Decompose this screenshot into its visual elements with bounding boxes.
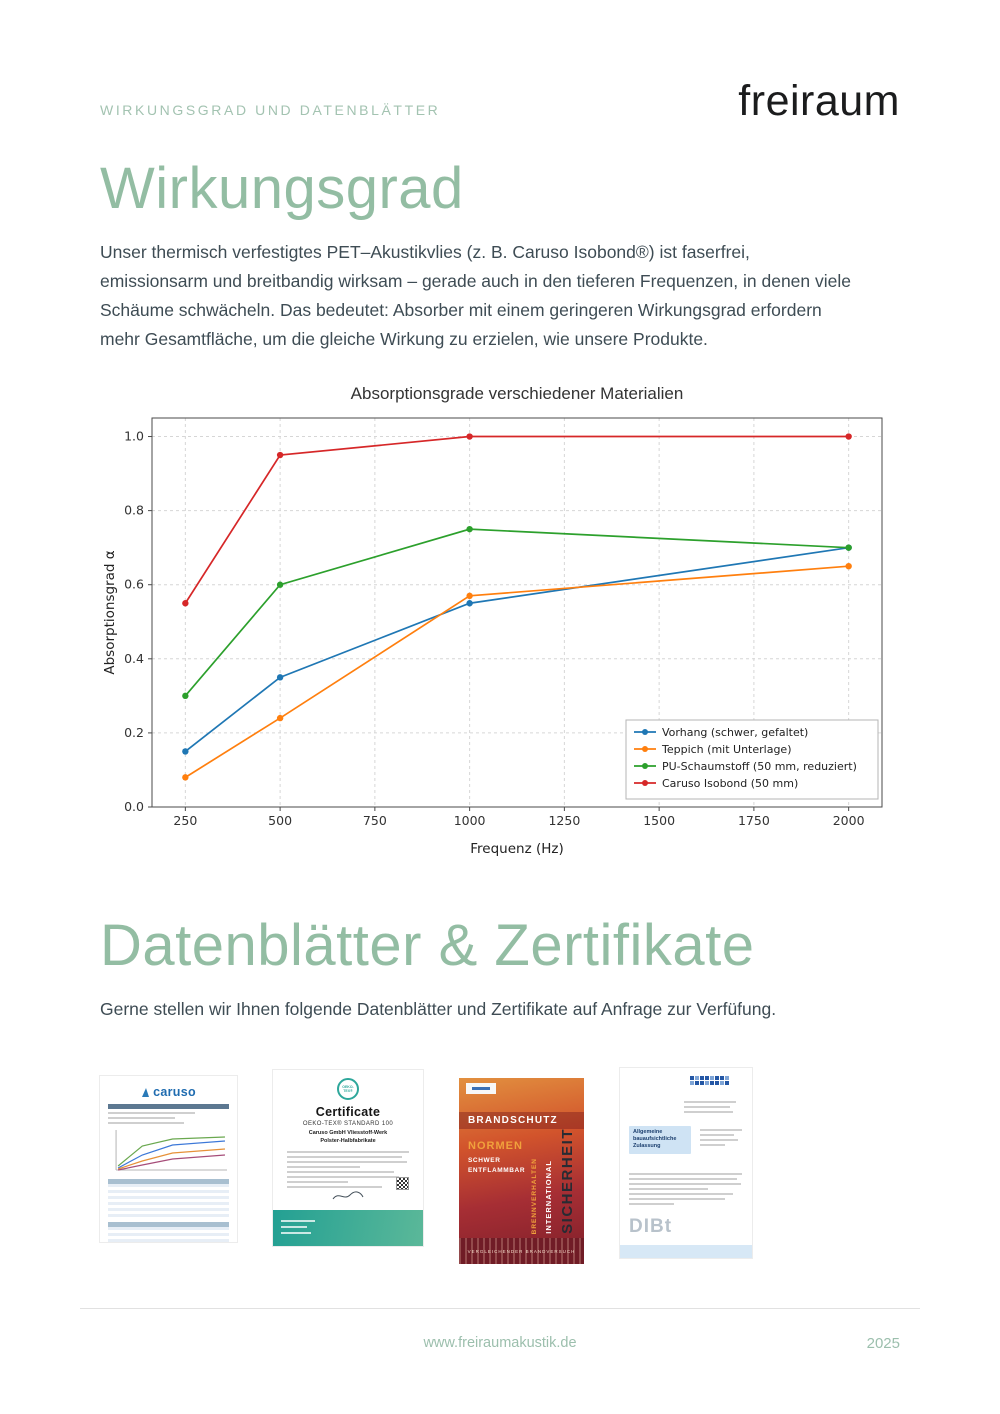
svg-text:1000: 1000 [453, 813, 486, 829]
dibt-body-lines [629, 1170, 742, 1208]
brandschutz-vertical-text [531, 1128, 576, 1234]
caruso-table [108, 1184, 229, 1218]
brandschutz-entflammbar: ENTFLAMMBAR [468, 1166, 526, 1174]
oekotex-title: Certificate [315, 1105, 381, 1120]
oekotex-subtitle: OEKO-TEX® STANDARD 100 [302, 1121, 394, 1128]
oekotex-logo [337, 1078, 359, 1100]
svg-text:250: 250 [173, 813, 198, 829]
signature-icon [331, 1190, 365, 1202]
chart-canvas [100, 410, 900, 865]
svg-text:500: 500 [268, 813, 293, 829]
wirkungsgrad-title: Wirkungsgrad [100, 156, 464, 222]
svg-text:0.2: 0.2 [124, 725, 144, 741]
oekotex-logo-text: OEKO-TEX® [342, 1085, 354, 1094]
svg-text:0.8: 0.8 [124, 502, 144, 518]
oekotex-holder: Caruso GmbH Vliesstoff-Werk Polster-Halbfabrikate [308, 1130, 388, 1144]
svg-text:0.6: 0.6 [124, 576, 144, 592]
thumbnail-brandschutz-cover [459, 1078, 584, 1264]
dibt-watermark: DIBt [629, 1216, 673, 1238]
svg-text:Absorptionsgrad α: Absorptionsgrad α [102, 550, 118, 675]
svg-text:1500: 1500 [643, 813, 676, 829]
caruso-sail-icon [141, 1087, 150, 1098]
dibt-approval-box: Allgemeine bauaufsichtliche Zulassung [629, 1126, 691, 1153]
certificate-thumbnails [100, 1068, 900, 1264]
oekotex-footer-band [273, 1210, 423, 1246]
brandschutz-brennverhalten: BRENNVERHALTEN [531, 1157, 538, 1235]
footer-row [80, 1335, 920, 1355]
svg-text:1750: 1750 [737, 813, 770, 829]
datenblaetter-title: Datenblätter & Zertifikate [100, 913, 755, 979]
footer-year: 2025 [866, 1335, 900, 1352]
brandschutz-schwer: SCHWER [468, 1157, 501, 1165]
thumbnail-oekotex-certificate [273, 1070, 423, 1246]
brandschutz-strip: VERGLEICHENDER BRANDVERSUCH [459, 1238, 584, 1264]
qr-code [396, 1177, 409, 1190]
brandschutz-normen: NORMEN [468, 1140, 523, 1153]
dibt-logo-icon [690, 1076, 736, 1085]
footer-divider [80, 1308, 920, 1309]
svg-text:Teppich (mit Unterlage): Teppich (mit Unterlage) [662, 743, 792, 757]
absorption-chart [100, 384, 900, 870]
publisher-chip [466, 1083, 496, 1094]
svg-text:1.0: 1.0 [124, 428, 144, 444]
dibt-address-lines [684, 1098, 736, 1116]
caruso-brand: caruso [153, 1085, 196, 1100]
svg-text:2000: 2000 [832, 813, 865, 829]
svg-text:1250: 1250 [548, 813, 581, 829]
caruso-mini-chart [108, 1128, 229, 1174]
svg-text:0.0: 0.0 [124, 799, 144, 815]
page-footer [80, 1308, 920, 1355]
brandschutz-international: INTERNATIONAL [544, 1160, 553, 1235]
svg-text:Vorhang (schwer, gefaltet): Vorhang (schwer, gefaltet) [662, 726, 809, 740]
svg-text:PU-Schaumstoff (50 mm, reduzie: PU-Schaumstoff (50 mm, reduziert) [662, 760, 857, 774]
freiraum-logo: freiraum [738, 77, 900, 125]
svg-text:Frequenz (Hz): Frequenz (Hz) [470, 841, 564, 858]
datenblaetter-paragraph: Gerne stellen wir Ihnen folgende Datenblätter und Zertifikate auf Anfrage zur Verfüfung. [100, 999, 777, 1020]
wirkungsgrad-paragraph: Unser thermisch verfestigtes PET–Akustikvlies (z. B. Caruso Isobond®) ist faserfrei, emissionsarm und breitbandig wirksam – gerade auch in den tieferen Frequenzen, in denen viele Schäume schwächeln. Das bedeutet: Absorber mit einem geringeren Wirkungsgrad erfordern mehr Gesamtfläche, um die gleiche Wirkung zu erzielen, wie unsere Produkte. [100, 242, 851, 350]
footer-url[interactable]: www.freiraumakustik.de [423, 1335, 577, 1351]
thumbnail-caruso-datasheet [100, 1076, 237, 1242]
page-header [100, 0, 900, 125]
dibt-footer-band [620, 1245, 752, 1258]
dibt-right-lines [700, 1126, 742, 1149]
brandschutz-title: BRANDSCHUTZ [459, 1112, 584, 1129]
caruso-meta-lines [108, 1112, 229, 1124]
caruso-logo [108, 1085, 229, 1099]
svg-text:0.4: 0.4 [124, 650, 144, 666]
caruso-sheet-titlebar [108, 1104, 229, 1109]
svg-text:750: 750 [362, 813, 387, 829]
thumbnail-dibt-zulassung [620, 1068, 752, 1258]
brandschutz-sicherheit: SICHERHEIT [559, 1128, 576, 1235]
brandschutz-subtitle [468, 1156, 525, 1176]
section-eyebrow: WIRKUNGSGRAD UND DATENBLÄTTER [100, 102, 441, 118]
chart-title: Absorptionsgrade verschiedener Materialien [350, 384, 684, 404]
svg-text:Caruso Isobond (50 mm): Caruso Isobond (50 mm) [662, 777, 799, 791]
caruso-table2 [108, 1227, 229, 1242]
